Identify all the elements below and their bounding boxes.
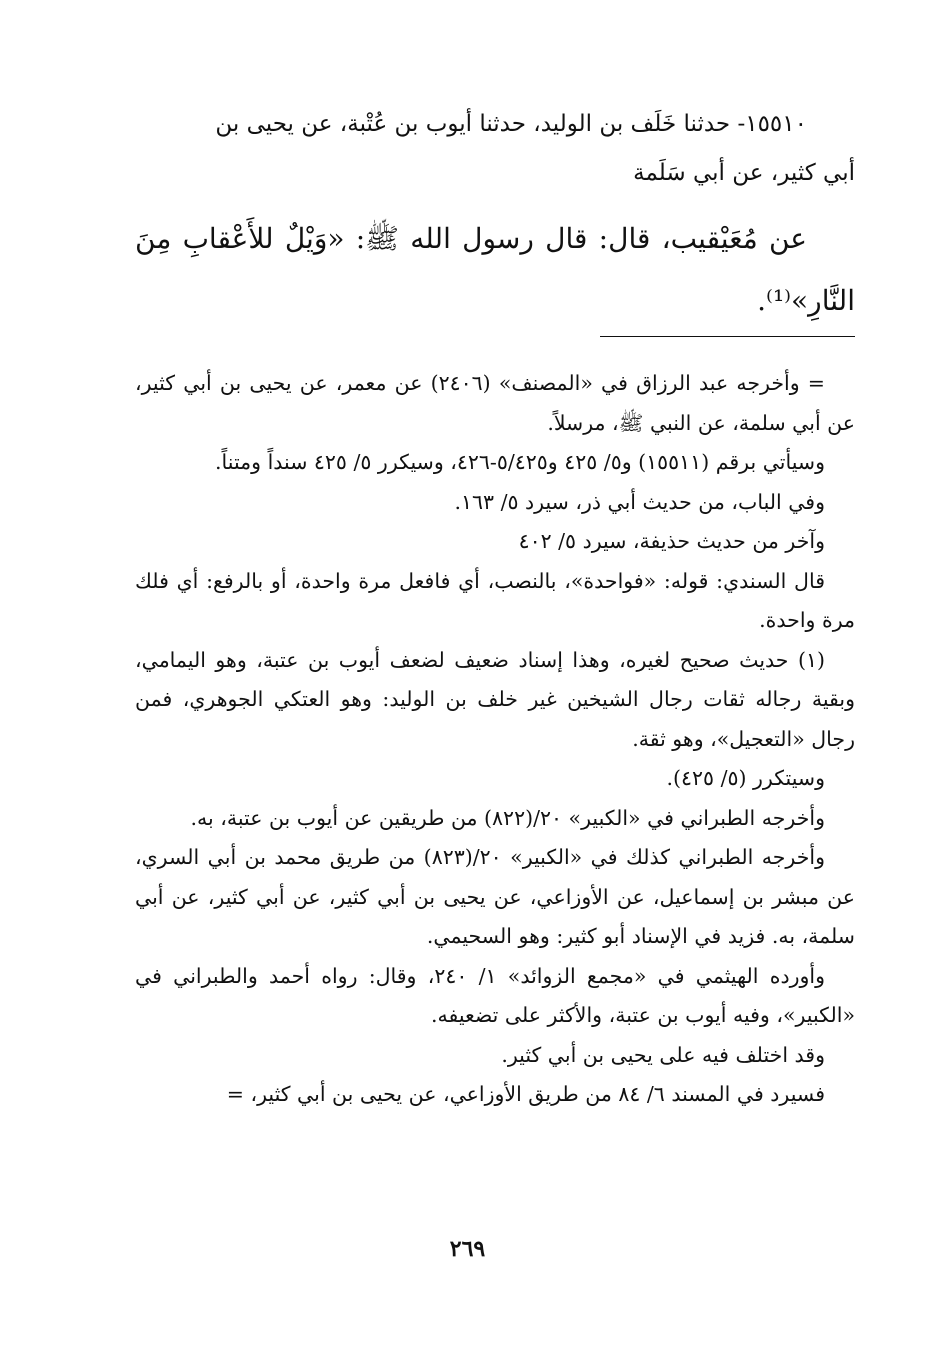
footnote-paragraph: وفي الباب، من حديث أبي ذر، سيرد ٥/ ١٦٣. bbox=[454, 489, 825, 514]
footnote-continuation: = وأخرجه عبد الرزاق في «المصنف» (٢٤٠٦) عن معمر، عن يحيى بن أبي كثير، عن أبي سلمة، عن النبي ﷺ، مرسلاً. bbox=[135, 371, 855, 435]
footnote-paragraph: وقد اختلف فيه على يحيى بن أبي كثير. bbox=[501, 1042, 825, 1067]
footnote-paragraph: فسيرد في المسند ٦/ ٨٤ من طريق الأوزاعي، عن يحيى بن أبي كثير، = bbox=[226, 1082, 825, 1106]
footnote-1: (١) حديث صحيح لغيره، وهذا إسناد ضعيف لضعف أيوب بن عتبة، وهو اليمامي، وبقية رجاله ثقات رجال الشيخين غير خلف بن الوليد: وهو العتكي الجوهري، فمن رجال «التعجيل»، وهو ثقة. bbox=[135, 647, 855, 751]
footnote-paragraph: وأخرجه الطبراني في «الكبير» ٢٠/(٨٢٢) من طريقين عن أيوب بن عتبة، به. bbox=[190, 805, 825, 830]
footnote-separator bbox=[600, 336, 855, 337]
hadith-matn: عن مُعَيْقيب، قال: قال رسول الله ﷺ: «وَيْلٌ للأَعْقابِ مِنَ النَّارِ»⁽¹⁾. bbox=[135, 222, 855, 317]
page-body bbox=[135, 100, 855, 1106]
footnote-paragraph: وسيأتي برقم (١٥٥١١) و٥/ ٤٢٥ و٥/٤٢٥-٤٢٦، وسيكرر ٥/ ٤٢٥ سنداً ومتناً. bbox=[215, 450, 825, 474]
hadith-isnad-line-1: ١٥٥١٠- حدثنا خَلَف بن الوليد، حدثنا أيوب بن عُتْبة، عن يحيى بن bbox=[215, 111, 807, 137]
footnote-paragraph: وسيتكرر (٥/ ٤٢٥). bbox=[666, 766, 825, 790]
footnote-paragraph: وأورده الهيثمي في «مجمع الزوائد» ١/ ٢٤٠، وقال: رواه أحمد والطبراني في «الكبير»، وفيه أيوب بن عتبة، والأكثر على تضعيفه. bbox=[135, 963, 855, 1027]
footnote-paragraph: قال السندي: قوله: «فواحدة»، بالنصب، أي فافعل مرة واحدة، أو بالرفع: أي فلك مرة واحدة. bbox=[135, 568, 855, 632]
page-number: ٢٦٩ bbox=[449, 1236, 486, 1262]
footnotes bbox=[135, 364, 855, 1115]
hadith-isnad-line-2: أبي كثير، عن أبي سَلَمة bbox=[633, 160, 855, 186]
footnote-paragraph: وآخر من حديث حذيفة، سيرد ٥/ ٤٠٢ bbox=[518, 529, 825, 553]
footnote-paragraph: وأخرجه الطبراني كذلك في «الكبير» ٢٠/(٨٢٣) من طريق محمد بن أبي السري، عن مبشر بن إسماعيل، عن الأوزاعي، عن يحيى بن أبي كثير، عن أبي كثير، عن أبي سلمة، به. فزيد في الإسناد أبو كثير: وهو السحيمي. bbox=[135, 845, 855, 948]
